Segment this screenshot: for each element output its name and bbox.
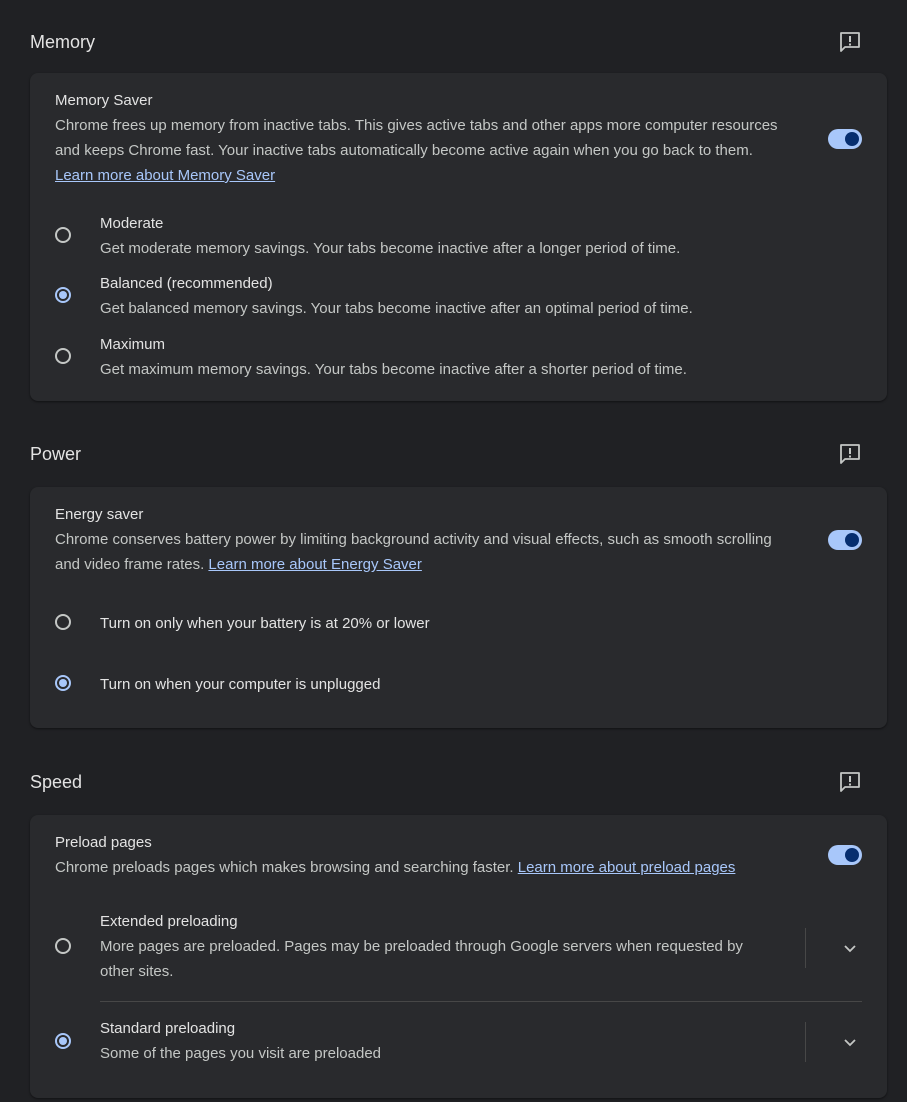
standard-divider [805,1022,806,1062]
power-option-battery[interactable] [55,614,862,634]
extended-expand-button[interactable] [838,936,862,960]
memory-saver-row [30,73,887,188]
speed-card [30,815,887,1098]
memory-maximum-text [100,336,802,382]
memory-section-header [30,27,863,57]
memory-feedback-button[interactable] [837,29,863,55]
standard-preloading-label: Standard preloading [100,1020,236,1037]
power-battery-text [100,615,802,633]
power-option-unplugged[interactable] [55,675,862,695]
speed-options-divider [100,1001,862,1002]
memory-balanced-description: Get balanced memory savings. Your tabs become inactive after an optimal period of time. [100,300,693,317]
feedback-icon [838,770,862,794]
power-unplugged-text [100,676,802,694]
power-unplugged-label: Turn on when your computer is unplugged [100,676,381,693]
preload-pages-description [55,855,787,880]
preload-pages-title: Preload pages [55,834,152,851]
energy-saver-toggle[interactable] [828,530,862,550]
chevron-down-icon [842,940,858,956]
memory-section-title: Memory [30,31,96,52]
feedback-icon [838,442,862,466]
power-card [30,487,887,728]
toggle-knob [845,533,859,547]
memory-saver-description [55,113,787,188]
preload-pages-toggle[interactable] [828,845,862,865]
memory-balanced-label: Balanced (recommended) [100,275,273,292]
standard-preloading-description: Some of the pages you visit are preloaded [100,1045,382,1062]
energy-saver-title: Energy saver [55,506,144,523]
memory-balanced-radio[interactable] [55,287,71,303]
preload-pages-learn-more-link[interactable]: Learn more about preload pages [517,859,736,876]
speed-option-extended[interactable] [55,913,862,985]
extended-preloading-radio[interactable] [55,938,71,954]
preload-pages-description-text: Chrome preloads pages which makes browsing and searching faster. [55,859,514,876]
memory-moderate-description: Get moderate memory savings. Your tabs become inactive after a longer period of time. [100,240,681,257]
memory-maximum-description: Get maximum memory savings. Your tabs become inactive after a shorter period of time. [100,361,687,378]
memory-saver-toggle[interactable] [828,129,862,149]
preload-pages-row [30,815,887,880]
memory-saver-title: Memory Saver [55,92,153,109]
extended-divider [805,928,806,968]
extended-preloading-description: More pages are preloaded. Pages may be preloaded through Google servers when requested by other sites. [100,938,743,980]
toggle-knob [845,132,859,146]
memory-moderate-label: Moderate [100,215,164,232]
memory-maximum-radio[interactable] [55,348,71,364]
power-feedback-button[interactable] [837,441,863,467]
feedback-icon [838,30,862,54]
power-unplugged-radio[interactable] [55,675,71,691]
power-battery-radio[interactable] [55,614,71,630]
speed-section-header [30,767,863,797]
memory-card [30,73,887,401]
memory-balanced-text [100,275,802,321]
speed-section-title: Speed [30,771,83,792]
energy-saver-learn-more-link[interactable]: Learn more about Energy Saver [208,556,422,573]
memory-moderate-text [100,215,802,261]
toggle-knob [845,848,859,862]
extended-preloading-text [100,913,772,984]
energy-saver-row [30,487,887,577]
energy-saver-description-text: Chrome conserves battery power by limiting background activity and visual effects, such as smooth scrolling and video frame rates. [55,531,772,573]
energy-saver-description [55,527,787,577]
power-section-title: Power [30,443,82,464]
memory-saver-learn-more-link[interactable]: Learn more about Memory Saver [55,167,276,184]
power-section-header [30,439,863,469]
standard-preloading-text [100,1020,772,1066]
standard-preloading-radio[interactable] [55,1033,71,1049]
speed-option-standard[interactable] [55,1020,862,1072]
chevron-down-icon [842,1034,858,1050]
memory-maximum-label: Maximum [100,336,166,353]
memory-saver-description-text: Chrome frees up memory from inactive tabs. This gives active tabs and other apps more computer resources and keeps Chrome fast. Your inactive tabs automatically become active again when you go back to them. [55,117,778,159]
power-battery-label: Turn on only when your battery is at 20% or lower [100,615,430,632]
speed-feedback-button[interactable] [837,769,863,795]
memory-moderate-radio[interactable] [55,227,71,243]
extended-preloading-label: Extended preloading [100,913,238,930]
standard-expand-button[interactable] [838,1030,862,1054]
